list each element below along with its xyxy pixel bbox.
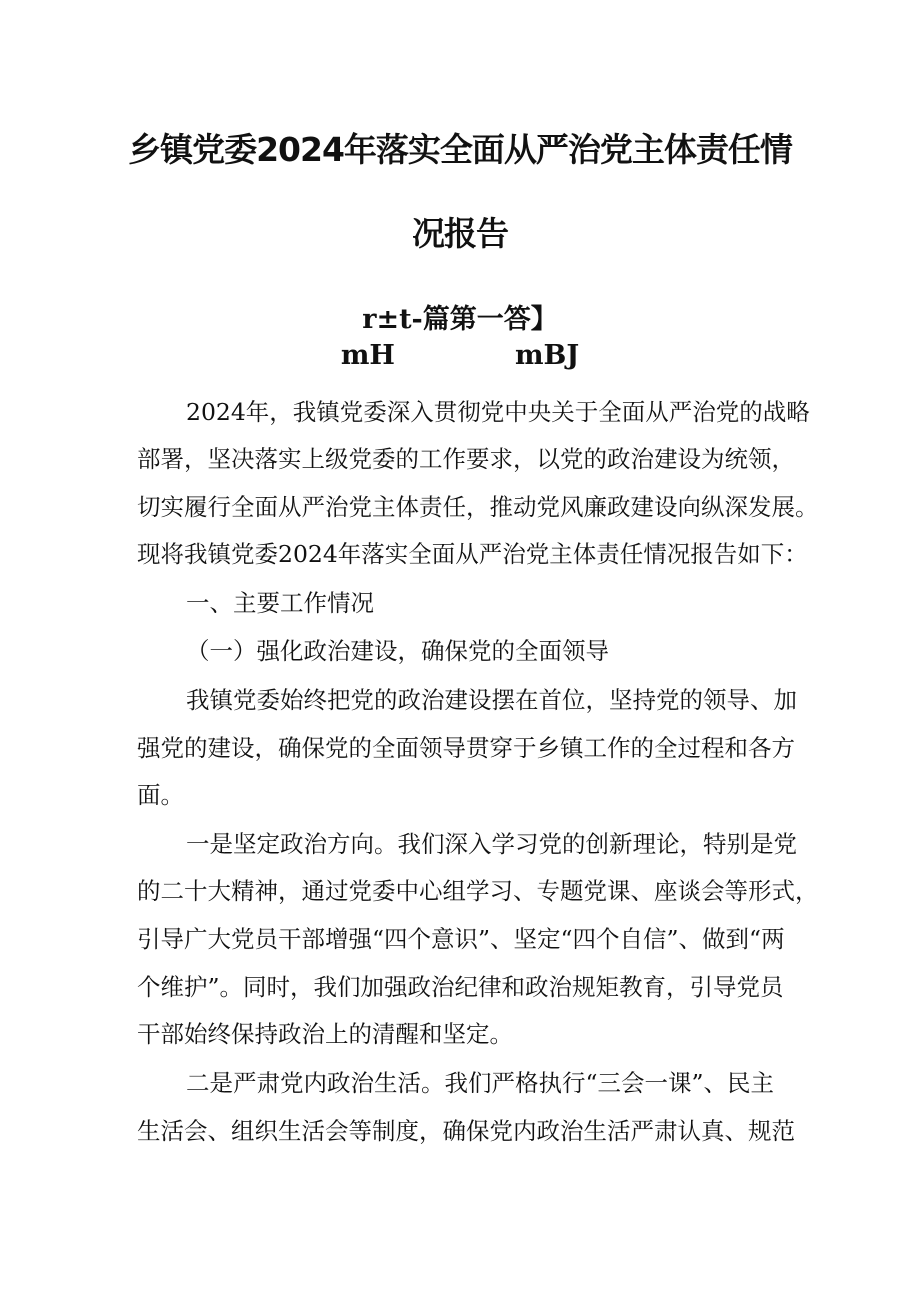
body-line: 现将我镇党委2024年落实全面从严治党主体责任情况报告如下： [137,540,808,568]
subtitle-left-fragment: mH [340,340,395,371]
document-subtitle-line-1: r±t-篇第一答】 [362,304,558,335]
subsection-heading: （一）强化政治建设，确保党的全面领导 [186,637,609,665]
body-line: 的二十大精神，通过党委中心组学习、专题党课、座谈会等形式， [137,877,819,905]
document-subtitle-line-2 [0,340,920,371]
body-line: 强党的建设，确保党的全面领导贯穿于乡镇工作的全过程和各方 [137,734,795,762]
body-line: 干部始终保持政治上的清醒和坚定。 [137,1020,513,1048]
body-line: 我镇党委始终把党的政治建设摆在首位，坚持党的领导、加 [186,686,797,714]
body-line: 一是坚定政治方向。我们深入学习党的创新理论，特别是党 [186,830,797,858]
body-line: 2024年，我镇党委深入贯彻党中央关于全面从严治党的战略 [186,398,810,426]
body-line: 引导广大党员干部增强“四个意识”、坚定“四个自信”、做到“两 [137,925,785,953]
body-line: 部署，坚决落实上级党委的工作要求，以党的政治建设为统领， [137,445,795,473]
body-line: 二是严肃党内政治生活。我们严格执行“三会一课”、民主 [186,1069,775,1097]
body-line: 面。 [137,781,184,809]
body-line: 个维护”。同时，我们加强政治纪律和政治规矩教育，引导党员 [137,973,784,1001]
document-title-line-1: 乡镇党委2024年落实全面从严治党主体责任情 [128,130,792,169]
body-line: 切实履行全面从严治党主体责任，推动党风廉政建设向纵深发展。 [137,493,819,521]
document-title-line-2: 况报告 [412,214,508,253]
body-line: 生活会、组织生活会等制度，确保党内政治生活严肃认真、规范 [137,1117,795,1145]
subtitle-right-fragment: mBJ [514,340,580,371]
section-heading: 一、主要工作情况 [186,589,374,617]
